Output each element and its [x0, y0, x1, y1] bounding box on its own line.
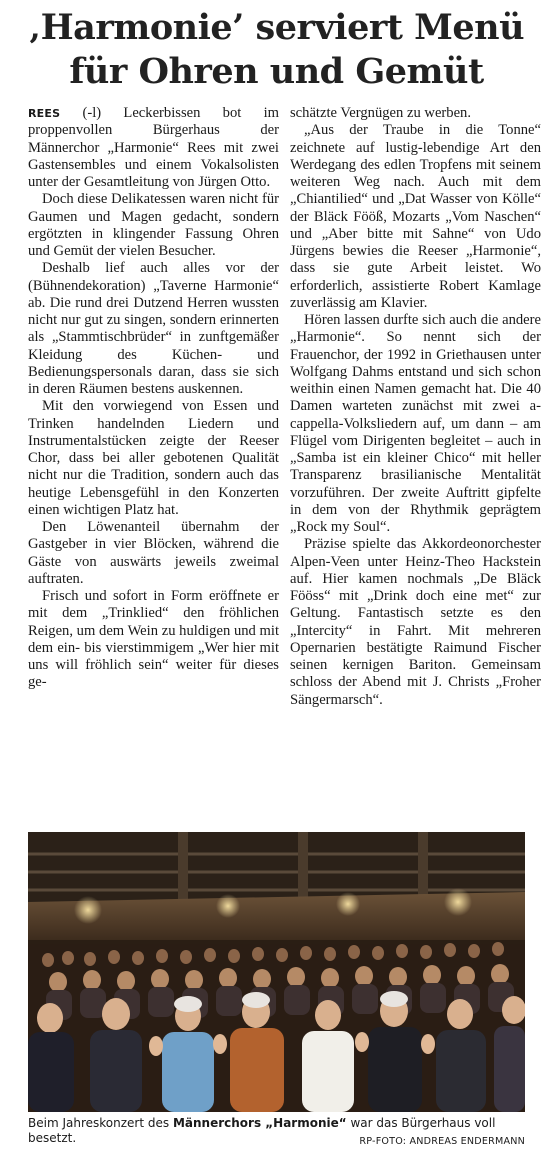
- article-paragraph: [28, 105, 279, 191]
- article-paragraph: Doch diese Delikatessen waren nicht für Gaumen und Magen gedacht, sondern ergötzten in klingender Fassung Ohren und Gemüt der vielen Besucher.: [28, 191, 279, 259]
- headline: [0, 6, 553, 94]
- photo-credit: RP-FOTO: ANDREAS ENDERMANN: [359, 1136, 525, 1147]
- article-paragraph: „Aus der Traube in die Tonne“ zeichnete auf lustig-lebendige Art den Werdegang des edlen Tropfens mit seinem weiteren Weg nach. Auch mit dem „Chiantilied“ und „Dat Wasser von Kölle“ der Bläck Fööß, Mozarts „Vom Naschen“ und „Aber bitte mit Sahne“ von Udo Jürgens bewies die Reeser „Harmonie“, dass sie gute Arbeit leistet. Wo erforderlich, assistierte Robert Kamlage zuverlässig am Klavier.: [290, 122, 541, 311]
- headline-line-2: für Ohren und Gemüt: [69, 51, 484, 92]
- audience-illustration: [28, 832, 525, 1112]
- article-paragraph: Mit den vorwiegend von Essen und Trinken handelnden Liedern und Instrumentalstücken zeigte der Reeser Chor, dass bei aller gebotenen Qualität nicht nur die Tradition, sondern auch das heutige Lebensgefühl in den Konzerten einen wichtigen Platz hat.: [28, 398, 279, 518]
- article-paragraph: Hören lassen durfte sich auch die andere „Harmonie“. So nennt sich der Frauenchor, der 1992 in Griethausen unter Wolfgang Dahms entstand und sich schon weithin einen Namen gemacht hat. Die 40 Damen warteten zunächst mit zwei a-cappella-Volksliedern auf, um dann – am Flügel vom Dirigenten begleitet – auch in „Samba ist ein kleiner Chico“ mit heller Transparenz brasilianische Mentalität vorzuführen. Der zweite Auftritt gipfelte in dem von der Rhythmik geprägtem „Rock my Soul“.: [290, 312, 541, 535]
- article-paragraph: Frisch und sofort in Form eröffnete er mit dem „Trinklied“ den fröhlichen Reigen, um dem Wein zu huldigen und mit dem ein- bis vierstimmigem „Wer hier mit uns will fröhlich sein“ weiter für dieses ge-: [28, 588, 279, 691]
- paragraph-text: (-l) Leckerbissen bot im proppenvollen Bürgerhaus der Männerchor „Harmonie“ Rees mit zwei Gastensembles und einem Vokalsolisten unter der Gesamtleitung von Jürgen Otto.: [28, 105, 279, 190]
- article-paragraph: Präzise spielte das Akkordeonorchester Alpen-Veen unter Heinz-Theo Hackstein auf. Hier kamen nochmals „De Bläck Fööss“ mit „Drink doch eine met“ zur Geltung. Fantastisch setzte es den „Intercity“ in Fahrt. Mit mehreren Opernarien bestätigte Raimund Fischer seinen kernigen Bariton. Gemeinsam schloss der Abend mit J. Christs „Froher Sängermarsch“.: [290, 536, 541, 708]
- article-column-right: [290, 105, 541, 709]
- dateline: REES: [28, 107, 61, 120]
- article-paragraph: Deshalb lief auch alles vor der (Bühnendekoration) „Taverne Harmonie“ ab. Die rund drei Dutzend Herren wussten nicht nur gut zu singen, sondern erinnerten als „Stammtischbrüder“ in zunftgemäßer Kleidung des Küchen- und Bedienungspersonals daran, dass sie sich in deren Räumen bestens auskennen.: [28, 260, 279, 397]
- article-paragraph: schätzte Vergnügen zu werben.: [290, 105, 472, 121]
- concert-audience-photo: [28, 832, 525, 1112]
- article-paragraph: Den Löwenanteil übernahm der Gastgeber in vier Blöcken, während die Gäste von auswärts jeweils zweimal auftraten.: [28, 519, 279, 587]
- caption-text-start: Beim Jahreskonzert des: [28, 1116, 173, 1130]
- caption-text-end: war das Bürgerhaus voll besetzt.: [28, 1116, 496, 1145]
- headline-line-1: ‚Harmonie’ serviert Menü: [28, 7, 525, 48]
- article-column-left: [28, 105, 279, 692]
- caption-text-bold: Männerchors „Harmonie“: [172, 1116, 347, 1130]
